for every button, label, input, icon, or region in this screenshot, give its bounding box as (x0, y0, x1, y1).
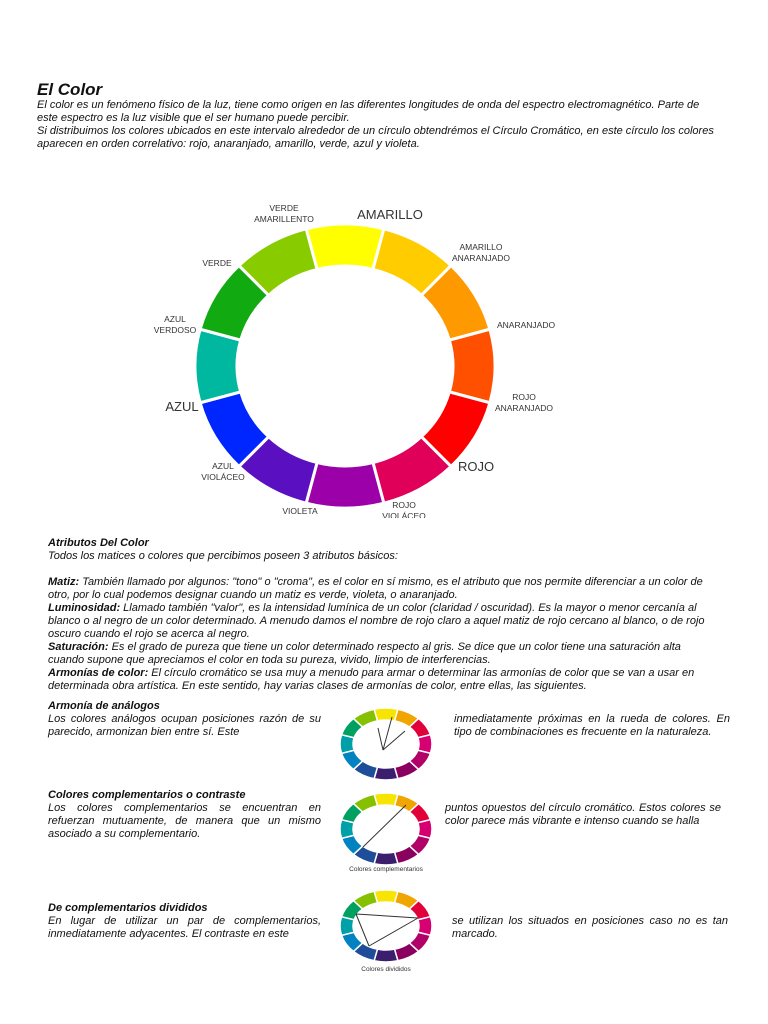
mini-wheel-ring (340, 708, 432, 780)
section-left-text: En lugar de utilizar un par de complementarios, inmediatamente adyacentes. El contraste en este (48, 915, 321, 940)
diagram-caption: Colores complementarios (349, 866, 423, 873)
section-heading: De complementarios divididos (48, 902, 208, 914)
label-verde-amarillento-2: AMARILLENTO (254, 214, 314, 224)
label-azul-violaceo-1: AZUL (212, 461, 234, 471)
wheel-segment (306, 463, 384, 508)
diagram-line (378, 728, 383, 750)
attribute-luminosidad (48, 602, 718, 641)
intro-paragraph: Si distribuimos los colores ubicados en este intervalo alrededor de un círculo obtendrémos el Círculo Cromático, en este círculo los colores aparecen en orden correlativo: rojo, anaranjado, amarillo, verde, azul y violeta. (37, 125, 714, 150)
attribute-term: Luminosidad: (48, 602, 121, 614)
color-wheel-segments (195, 224, 495, 508)
attribute-text: El círculo cromático se usa muy a menudo para armar o determinar las armonías de color que se van a usar en determinada obra artística. En este sentido, hay varias clases de armonías de color, entre ellas, las siguientes. (48, 667, 695, 692)
attribute-text: Es el grado de pureza que tiene un color determinado respecto al gris. Se dice que un color tiene una saturación alta cuando supone que apreciamos el color en toda su pureza, vivido, limpio de interferencias. (48, 641, 681, 666)
section-left-text: Los colores complementarios se encuentran en refuerzan mutuamente, de manera que un mismo asociado a su complementario. (48, 802, 321, 840)
label-amarillo: AMARILLO (357, 207, 423, 222)
mini-wheel-ring (340, 793, 432, 865)
analogous-wheel-diagram (334, 704, 438, 780)
attribute-text: También llamado por algunos: "tono" o "croma", es el color en sí mismo, es el atributo que nos permite diferenciar a un color de otro, por lo cual podemos designar cuando un matiz es verde, violeta, o anaranjado. (48, 576, 703, 601)
color-wheel (148, 196, 568, 518)
diagram-line (383, 717, 392, 750)
wheel-segment (449, 329, 495, 403)
label-azul: AZUL (165, 399, 199, 414)
label-amarillo-anaranjado-2: ANARANJADO (451, 253, 511, 263)
label-amarillo-anaranjado-1: AMARILLO (459, 242, 503, 252)
section-right-text: puntos opuestos del círculo cromático. Estos colores se color parece más vibrante e intenso cuando se halla (445, 802, 721, 827)
label-violeta: VIOLETA (282, 506, 318, 516)
attribute-text: Llamado también "valor", es la intensidad lumínica de un color (claridad / oscuridad). Es la mayor o menor cercanía al blanco o al negro de un color determinado. A menudo damos el nombre de rojo claro a aquel matiz de rojo cercano al blanco, o de rojo oscuro cuando el rojo se acerca al negro. (48, 602, 705, 640)
label-rojo-anaranjado-2: ANARANJADO (494, 403, 554, 413)
section-right-text: se utilizan los situados en posiciones caso no es tan marcado. (452, 915, 728, 940)
attribute-term: Matiz: (48, 576, 80, 588)
attribute-term: Armonías de color: (48, 667, 149, 679)
complementary-wheel-diagram (334, 783, 438, 875)
spacer (48, 563, 718, 576)
label-rojo: ROJO (457, 459, 495, 474)
attribute-matiz (48, 576, 718, 602)
section-analogos (48, 700, 730, 780)
attribute-armonias (48, 667, 718, 693)
label-azul-verdoso-1: AZUL (164, 314, 186, 324)
label-rojo-anaranjado-1: ROJO (512, 392, 536, 402)
wheel-segment (306, 224, 384, 269)
wheel-segment (195, 329, 241, 403)
diagram-caption: Colores divididos (361, 966, 411, 973)
attribute-saturacion (48, 641, 718, 667)
section-right-text: inmediatamente próximas en la rueda de colores. En tipo de combinaciones es frecuente en la naturaleza. (454, 713, 730, 738)
diagram-line (363, 805, 406, 847)
attributes-section (48, 537, 718, 693)
label-rojo-violaceo-1: ROJO (392, 500, 416, 510)
page-title: El Color (37, 80, 103, 99)
label-azul-verdoso-2: VERDOSO (153, 325, 197, 335)
section-heading: Armonía de análogos (48, 700, 160, 712)
label-verde-amarillento-1: VERDE (269, 203, 299, 213)
label-azul-violaceo-2: VIOLÁCEO (201, 472, 245, 482)
intro-text (37, 99, 720, 151)
intro-paragraph: El color es un fenómeno físico de la luz, tiene como origen en las diferentes longitudes de onda del espectro electromagnético. Parte de este espectro es la luz visible que el ser humano puede percibir. (37, 99, 700, 124)
attribute-term: Saturación: (48, 641, 109, 653)
label-rojo-violaceo-2: VIOLÁCEO (382, 511, 426, 518)
attributes-lead: Todos los matices o colores que percibimos poseen 3 atributos básicos: (48, 550, 398, 562)
label-anaranjado: ANARANJADO (497, 320, 556, 330)
label-verde: VERDE (202, 258, 232, 268)
section-left-text: Los colores análogos ocupan posiciones razón de su parecido, armonizan bien entre sí. Este (48, 713, 321, 738)
diagram-line (356, 914, 418, 918)
section-divididos (48, 902, 728, 992)
section-heading: Colores complementarios o contraste (48, 789, 246, 801)
mini-wheel-ring (340, 890, 432, 962)
section-complementarios (48, 789, 721, 879)
split-complementary-wheel-diagram (334, 882, 438, 978)
diagram-line (383, 731, 405, 750)
attributes-heading: Atributos Del Color (48, 537, 149, 549)
